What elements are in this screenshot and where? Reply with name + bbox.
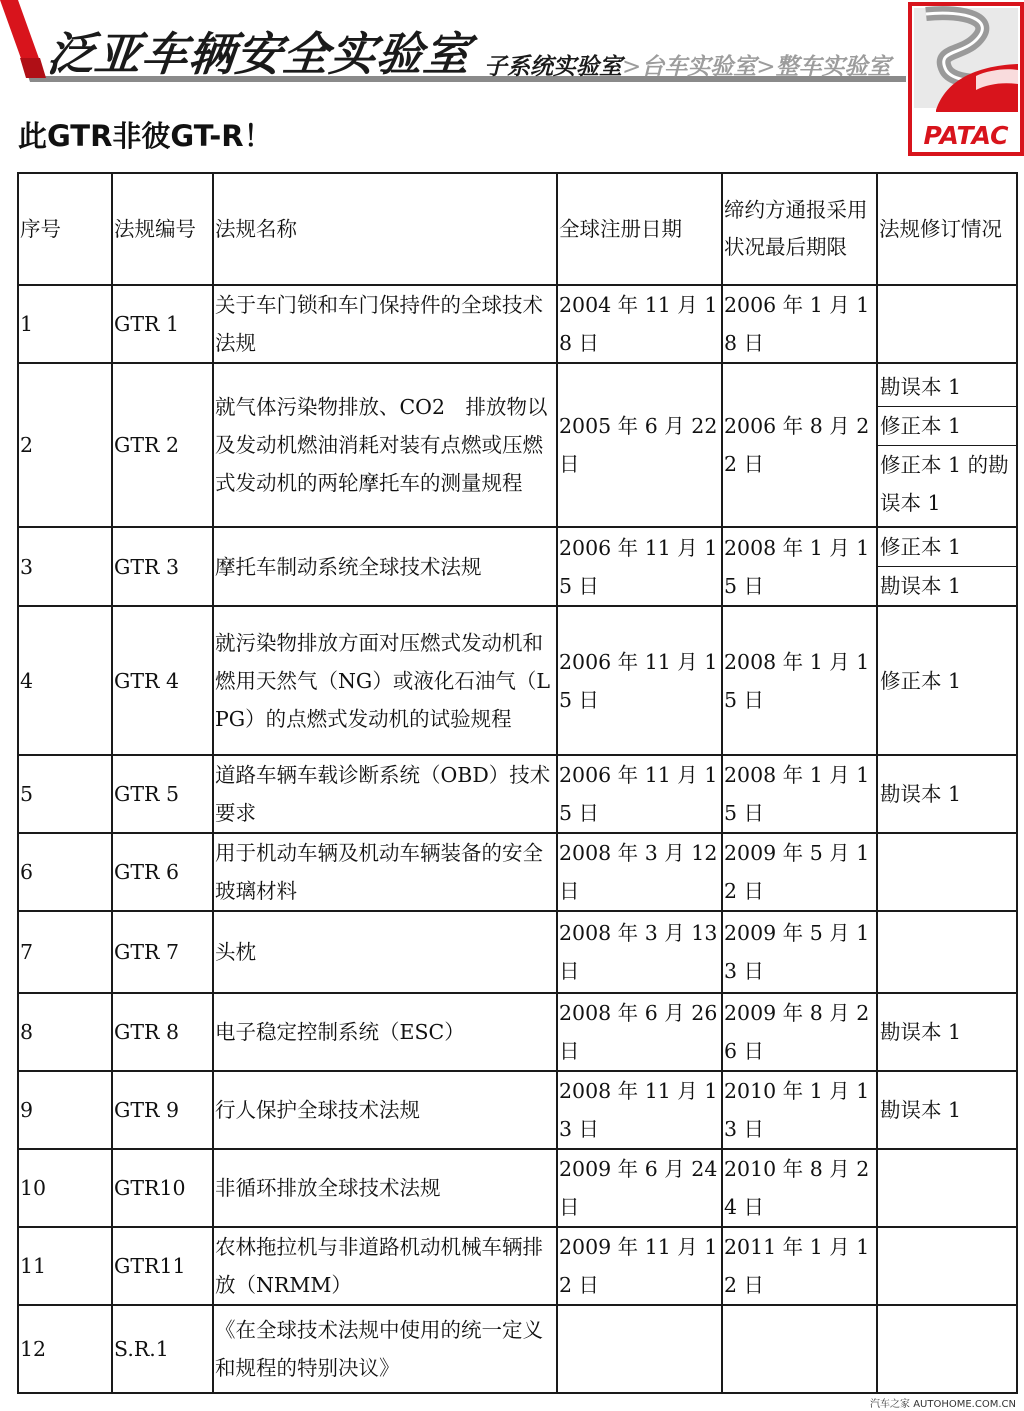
cell-revisions bbox=[877, 755, 1017, 833]
cell-code: GTR 6 bbox=[112, 833, 213, 911]
patac-logo bbox=[906, 0, 1024, 158]
breadcrumb-item-sled-lab[interactable]: 台车实验室 bbox=[641, 54, 757, 80]
cell-name: 就污染物排放方面对压燃式发动机和燃用天然气（NG）或液化石油气（LPG）的点燃式发动机的试验规程 bbox=[213, 606, 557, 755]
cell-code: GTR 7 bbox=[112, 911, 213, 993]
cell-no: 11 bbox=[18, 1227, 112, 1305]
cell-revisions bbox=[877, 527, 1017, 606]
cell-no: 2 bbox=[18, 363, 112, 527]
footer-watermark: 汽车之家 AUTOHOME.COM.CN bbox=[870, 1399, 1016, 1410]
revision-list bbox=[878, 1013, 1016, 1051]
cell-reg-date: 2005 年 6 月 22 日 bbox=[557, 363, 722, 527]
cell-name: 道路车辆车载诊断系统（OBD）技术要求 bbox=[213, 755, 557, 833]
cell-deadline: 2009 年 5 月 13 日 bbox=[722, 911, 877, 993]
cell-reg-date: 2008 年 11 月 13 日 bbox=[557, 1071, 722, 1149]
cell-code: GTR11 bbox=[112, 1227, 213, 1305]
cell-no: 9 bbox=[18, 1071, 112, 1149]
revision-list bbox=[878, 662, 1016, 700]
cell-code: GTR 3 bbox=[112, 527, 213, 606]
cell-deadline: 2010 年 8 月 24 日 bbox=[722, 1149, 877, 1227]
cell-reg-date: 2008 年 3 月 12 日 bbox=[557, 833, 722, 911]
breadcrumb-item-vehicle-lab[interactable]: 整车实验室 bbox=[775, 54, 891, 80]
revision-list bbox=[878, 775, 1016, 813]
revision-item: 勘误本 1 bbox=[880, 782, 962, 806]
column-header-deadline: 缔约方通报采用状况最后期限 bbox=[722, 173, 877, 285]
cell-deadline: 2008 年 1 月 15 日 bbox=[722, 755, 877, 833]
cell-code: GTR 5 bbox=[112, 755, 213, 833]
table-row bbox=[18, 1149, 1017, 1227]
cell-code: GTR10 bbox=[112, 1149, 213, 1227]
column-header-revisions: 法规修订情况 bbox=[877, 173, 1017, 285]
cell-name: 非循环排放全球技术法规 bbox=[213, 1149, 557, 1227]
cell-deadline: 2009 年 5 月 12 日 bbox=[722, 833, 877, 911]
cell-no: 12 bbox=[18, 1305, 112, 1393]
cell-code: GTR 8 bbox=[112, 993, 213, 1071]
cell-reg-date: 2009 年 6 月 24 日 bbox=[557, 1149, 722, 1227]
cell-code: GTR 1 bbox=[112, 285, 213, 363]
header-title: 泛亚车辆安全实验室 bbox=[44, 27, 474, 81]
cell-name: 《在全球技术法规中使用的统一定义和规程的特别决议》 bbox=[213, 1305, 557, 1393]
cell-reg-date bbox=[557, 1305, 722, 1393]
cell-deadline: 2011 年 1 月 12 日 bbox=[722, 1227, 877, 1305]
cell-deadline bbox=[722, 1305, 877, 1393]
cell-no: 8 bbox=[18, 993, 112, 1071]
cell-revisions bbox=[877, 911, 1017, 993]
cell-deadline: 2008 年 1 月 15 日 bbox=[722, 527, 877, 606]
cell-revisions bbox=[877, 363, 1017, 527]
cell-code: GTR 2 bbox=[112, 363, 213, 527]
table-row bbox=[18, 606, 1017, 755]
cell-no: 10 bbox=[18, 1149, 112, 1227]
logo-text: PATAC bbox=[923, 121, 1009, 150]
header-breadcrumb bbox=[484, 48, 891, 81]
breadcrumb-separator: > bbox=[756, 54, 776, 80]
cell-reg-date: 2008 年 3 月 13 日 bbox=[557, 911, 722, 993]
revision-item: 勘误本 1 bbox=[878, 566, 1016, 605]
cell-no: 4 bbox=[18, 606, 112, 755]
column-header-name: 法规名称 bbox=[213, 173, 557, 285]
cell-deadline: 2010 年 1 月 13 日 bbox=[722, 1071, 877, 1149]
page-header bbox=[0, 0, 1024, 158]
cell-deadline: 2006 年 1 月 18 日 bbox=[722, 285, 877, 363]
revision-item: 修正本 1 bbox=[880, 668, 962, 693]
cell-reg-date: 2008 年 6 月 26 日 bbox=[557, 993, 722, 1071]
table-row bbox=[18, 1227, 1017, 1305]
revision-item: 修正本 1 bbox=[878, 406, 1016, 445]
cell-reg-date: 2006 年 11 月 15 日 bbox=[557, 606, 722, 755]
cell-name: 农林拖拉机与非道路机动机械车辆排放（NRMM） bbox=[213, 1227, 557, 1305]
cell-name: 关于车门锁和车门保持件的全球技术法规 bbox=[213, 285, 557, 363]
cell-revisions bbox=[877, 833, 1017, 911]
cell-no: 6 bbox=[18, 833, 112, 911]
cell-deadline: 2009 年 8 月 26 日 bbox=[722, 993, 877, 1071]
revision-list bbox=[878, 528, 1016, 605]
revision-item: 勘误本 1 bbox=[880, 1020, 962, 1044]
table-row bbox=[18, 993, 1017, 1071]
column-header-no: 序号 bbox=[18, 173, 112, 285]
cell-deadline: 2006 年 8 月 22 日 bbox=[722, 363, 877, 527]
revision-list bbox=[878, 1091, 1016, 1129]
cell-revisions bbox=[877, 1305, 1017, 1393]
cell-reg-date: 2006 年 11 月 15 日 bbox=[557, 755, 722, 833]
cell-name: 头枕 bbox=[213, 911, 557, 993]
cell-revisions bbox=[877, 606, 1017, 755]
table-row bbox=[18, 363, 1017, 527]
column-header-code: 法规编号 bbox=[112, 173, 213, 285]
cell-revisions bbox=[877, 1227, 1017, 1305]
cell-revisions bbox=[877, 1071, 1017, 1149]
cell-deadline: 2008 年 1 月 15 日 bbox=[722, 606, 877, 755]
table-header-row bbox=[18, 173, 1017, 285]
cell-name: 就气体污染物排放、CO2 排放物以及发动机燃油消耗对装有点燃或压燃式发动机的两轮摩托车的测量规程 bbox=[213, 363, 557, 527]
cell-name: 行人保护全球技术法规 bbox=[213, 1071, 557, 1149]
table-row bbox=[18, 527, 1017, 606]
table-row bbox=[18, 755, 1017, 833]
cell-name: 摩托车制动系统全球技术法规 bbox=[213, 527, 557, 606]
cell-no: 7 bbox=[18, 911, 112, 993]
cell-no: 1 bbox=[18, 285, 112, 363]
revision-item: 修正本 1 的勘误本 1 bbox=[878, 445, 1016, 522]
cell-revisions bbox=[877, 285, 1017, 363]
breadcrumb-separator: > bbox=[622, 54, 642, 80]
cell-no: 3 bbox=[18, 527, 112, 606]
cell-code: GTR 4 bbox=[112, 606, 213, 755]
table-body bbox=[18, 285, 1017, 1393]
table-row bbox=[18, 1305, 1017, 1393]
cell-name: 电子稳定控制系统（ESC） bbox=[213, 993, 557, 1071]
cell-code: GTR 9 bbox=[112, 1071, 213, 1149]
cell-revisions bbox=[877, 993, 1017, 1071]
cell-reg-date: 2004 年 11 月 18 日 bbox=[557, 285, 722, 363]
column-header-reg-date: 全球注册日期 bbox=[557, 173, 722, 285]
cell-code: S.R.1 bbox=[112, 1305, 213, 1393]
cell-no: 5 bbox=[18, 755, 112, 833]
revision-item: 修正本 1 bbox=[880, 535, 962, 559]
cell-name: 用于机动车辆及机动车辆装备的安全玻璃材料 bbox=[213, 833, 557, 911]
table-row bbox=[18, 911, 1017, 993]
revision-item: 勘误本 1 bbox=[880, 1098, 962, 1122]
page-title: 此GTR非彼GT-R！ bbox=[18, 119, 273, 153]
table-row bbox=[18, 1071, 1017, 1149]
revision-item: 勘误本 1 bbox=[880, 375, 962, 399]
gtr-regulation-table bbox=[17, 172, 1018, 1394]
table-row bbox=[18, 833, 1017, 911]
breadcrumb-item-subsystem-lab[interactable]: 子系统实验室 bbox=[484, 54, 622, 80]
revision-list bbox=[878, 368, 1016, 522]
table-row bbox=[18, 285, 1017, 363]
cell-reg-date: 2009 年 11 月 12 日 bbox=[557, 1227, 722, 1305]
cell-reg-date: 2006 年 11 月 15 日 bbox=[557, 527, 722, 606]
patac-logo-icon bbox=[906, 0, 1024, 158]
cell-revisions bbox=[877, 1149, 1017, 1227]
